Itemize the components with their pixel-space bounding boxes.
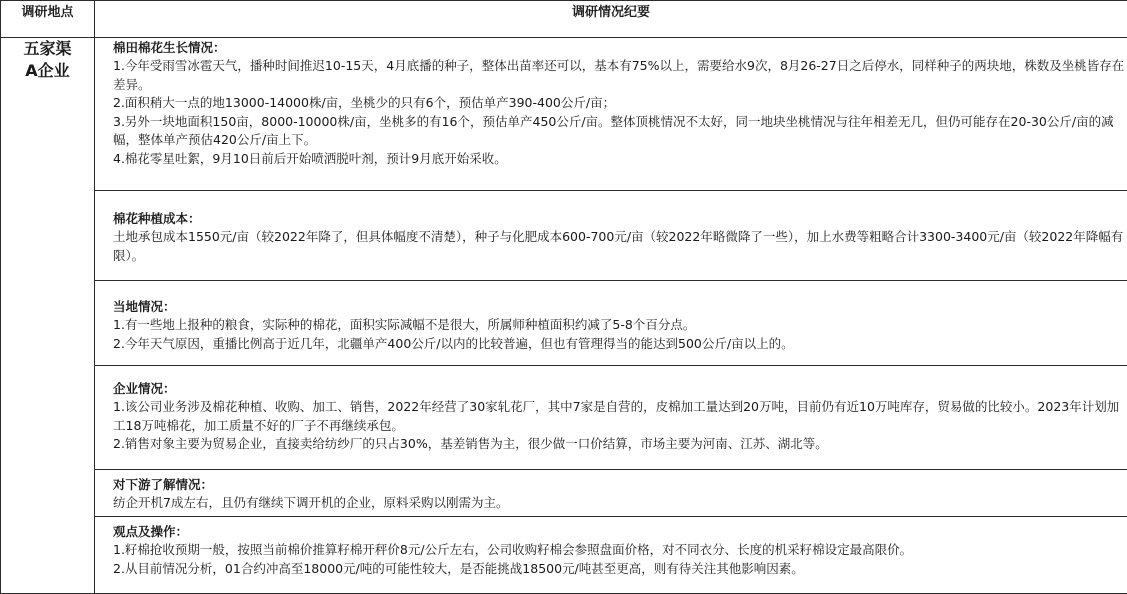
section-line: 3.另外一块地面积150亩，8000-10000株/亩，坐桃多的有16个，预估单产450公斤/亩。整体顶桃情况不太好，同一地块坐桃情况与往年相差无几，但仍可能存在20-30公斤/亩的减幅，整体单产预估420公斤/亩上下。 <box>113 113 1127 150</box>
section-row <box>1 517 1127 594</box>
section-row <box>1 38 1127 191</box>
header-row <box>1 1 1127 38</box>
section-line: 2.今年天气原因，重播比例高于近几年，北疆单产400公斤/以内的比较普遍，但也有管理得当的能达到500公斤/亩以上的。 <box>113 335 1127 354</box>
section-views-operations <box>95 517 1127 594</box>
section-line: 纺企开机7成左右，且仍有继续下调开机的企业，原料采购以刚需为主。 <box>113 494 1127 513</box>
section-row <box>1 281 1127 366</box>
section-line: 1.籽棉抢收预期一般，按照当前棉价推算籽棉开秤价8元/公斤左右，公司收购籽棉会参照盘面价格，对不同衣分、长度的机采籽棉设定最高限价。 <box>113 541 1127 560</box>
section-line: 土地承包成本1550元/亩（较2022年降了，但具体幅度不清楚），种子与化肥成本600-700元/亩（较2022年略微降了一些），加上水费等粗略合计3300-3400元/亩（较2022年降幅有限）。 <box>113 228 1127 265</box>
location-name: 五家渠 <box>1 38 94 60</box>
header-summary: 调研情况纪要 <box>95 1 1127 38</box>
section-company-situation <box>95 366 1127 470</box>
section-line: 1.今年受雨雪冰雹天气，播种时间推迟10-15天，4月底播的种子，整体出苗率还可以，基本有75%以上，需要给水9次，8月26-27日之后停水，同样种子的两块地，株数及坐桃皆存在差异。 <box>113 57 1127 94</box>
section-row <box>1 191 1127 281</box>
section-line: 1.该公司业务涉及棉花种植、收购、加工、销售，2022年经营了30家轧花厂，其中7家是自营的，皮棉加工量达到20万吨，目前仍有近10万吨库存，贸易做的比较小。2023年计划加工18万吨棉花，加工质量不好的厂子不再继续承包。 <box>113 398 1127 435</box>
section-line: 2.面积稍大一点的地13000-14000株/亩，坐桃少的只有6个，预估单产390-400公斤/亩； <box>113 94 1127 113</box>
section-line: 4.棉花零星吐絮，9月10日前后开始喷洒脱叶剂，预计9月底开始采收。 <box>113 150 1127 169</box>
location-company: A企业 <box>1 60 94 82</box>
section-title: 当地情况： <box>113 297 1127 316</box>
section-cotton-growth <box>95 38 1127 191</box>
section-title: 对下游了解情况： <box>113 475 1127 494</box>
section-title: 企业情况： <box>113 379 1127 398</box>
section-row <box>1 470 1127 517</box>
section-title: 棉田棉花生长情况： <box>113 38 1127 57</box>
section-line: 2.从目前情况分析，01合约冲高至18000元/吨的可能性较大，是否能挑战18500元/吨甚至更高，则有待关注其他影响因素。 <box>113 560 1127 579</box>
section-local-situation <box>95 281 1127 366</box>
section-title: 观点及操作： <box>113 522 1127 541</box>
section-downstream <box>95 470 1127 517</box>
section-line: 1.有一些地上报种的粮食，实际种的棉花，面积实际减幅不是很大，所属师种植面积约减了5-8个百分点。 <box>113 316 1127 335</box>
location-cell <box>1 38 95 594</box>
section-title: 棉花种植成本： <box>113 209 1127 228</box>
section-row <box>1 366 1127 470</box>
section-planting-cost <box>95 191 1127 281</box>
header-location: 调研地点 <box>1 1 95 38</box>
section-line: 2.销售对象主要为贸易企业，直接卖给纺纱厂的只占30%，基差销售为主，很少做一口价结算，市场主要为河南、江苏、湖北等。 <box>113 435 1127 454</box>
